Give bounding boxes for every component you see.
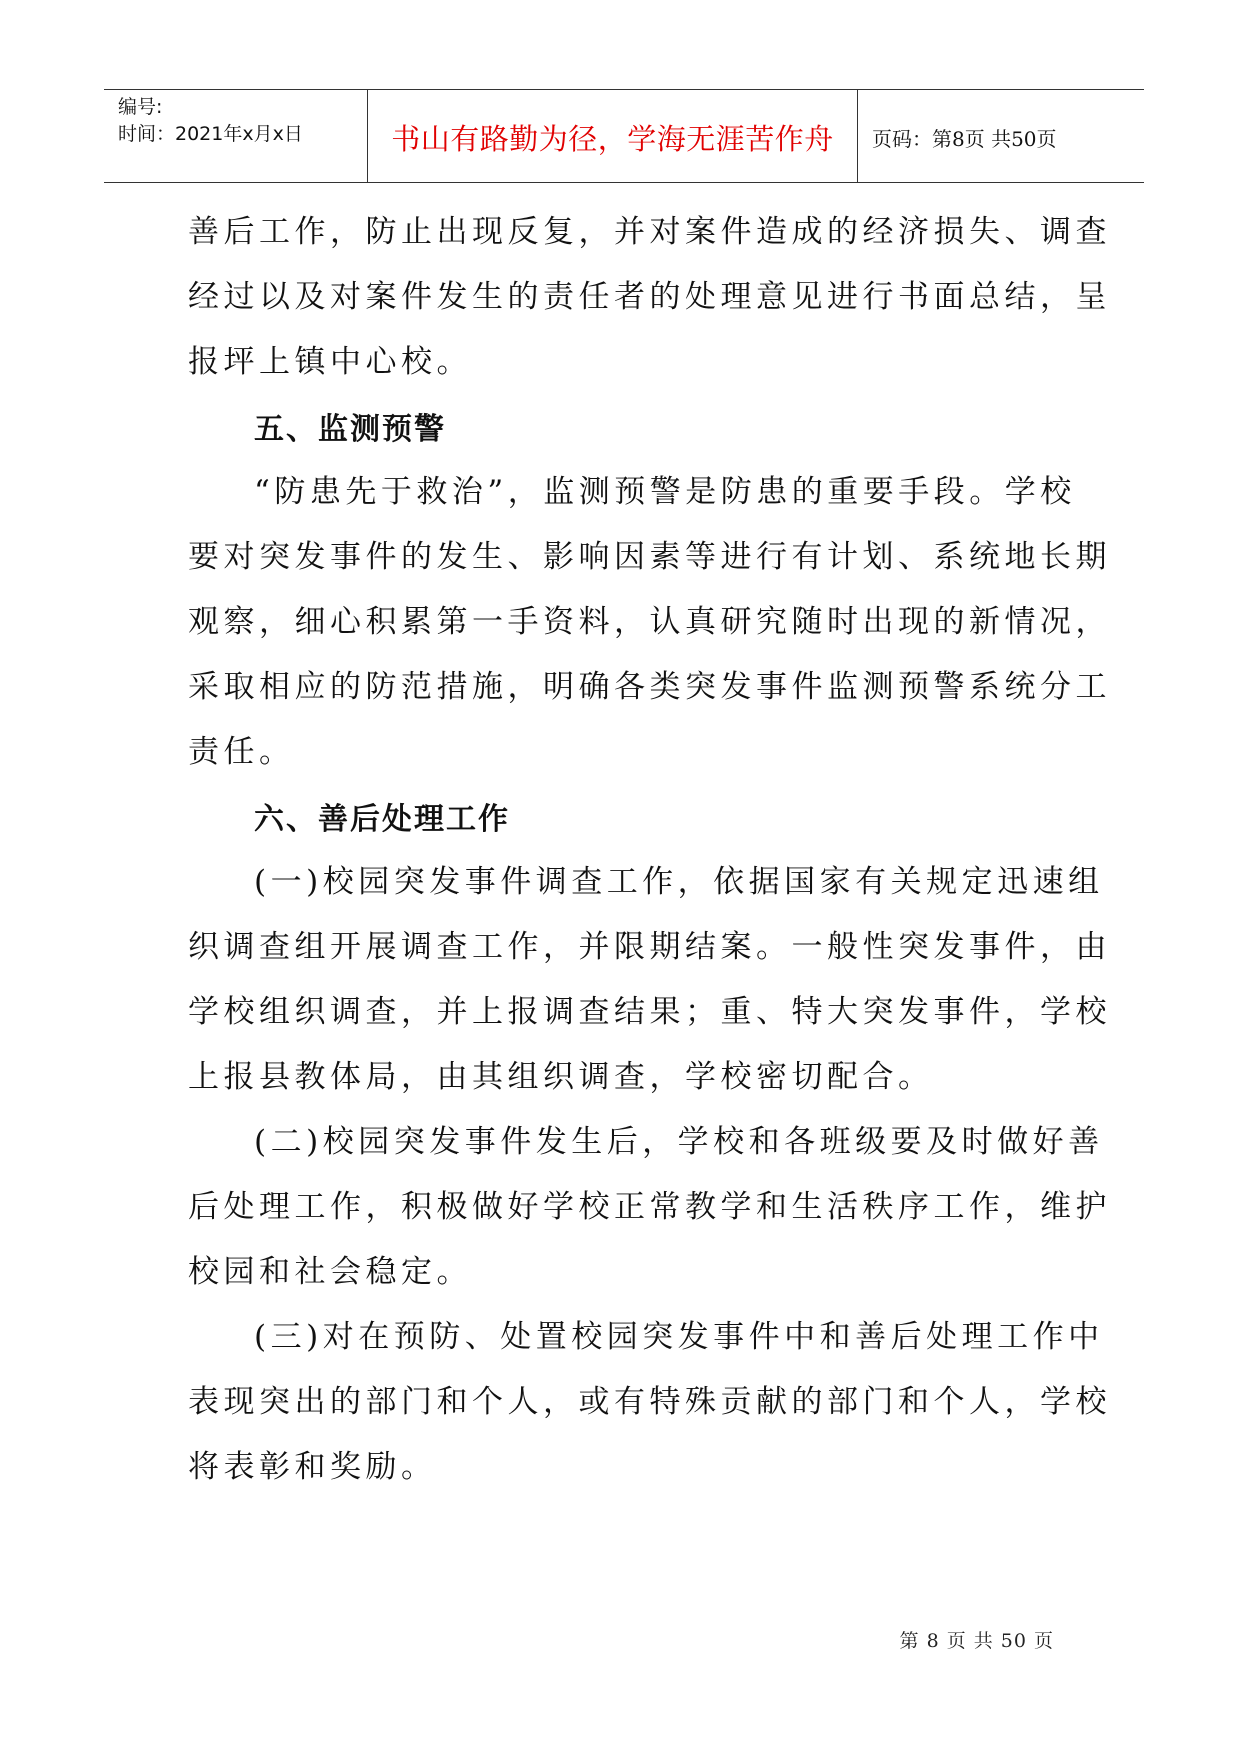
paragraph-line: 校园和社会稳定。 bbox=[188, 1254, 472, 1290]
paragraph-line: 观察，细心积累第一手资料，认真研究随时出现的新情况， bbox=[188, 604, 1111, 640]
page-footer: 第 8 页 共 50 页 bbox=[899, 1630, 1054, 1652]
paragraph-line: 责任。 bbox=[188, 734, 295, 770]
paragraph-line: (一)校园突发事件调查工作，依据国家有关规定迅速组 bbox=[254, 864, 1104, 900]
paragraph-line: 采取相应的防范措施，明确各类突发事件监测预警系统分工 bbox=[188, 669, 1111, 705]
header-page-label: 页码：第8页 共50页 bbox=[872, 126, 1057, 151]
paragraph-line: 善后工作，防止出现反复，并对案件造成的经济损失、调查 bbox=[188, 214, 1111, 250]
header-meta bbox=[104, 90, 368, 182]
paragraph-line: 报坪上镇中心校。 bbox=[188, 344, 472, 380]
paragraph-line: “防患先于救治”，监测预警是防患的重要手段。学校 bbox=[254, 474, 1076, 510]
section-heading-monitoring: 五、监测预警 bbox=[254, 412, 446, 447]
paragraph-line: 学校组织调查，并上报调查结果；重、特大突发事件，学校 bbox=[188, 994, 1111, 1030]
date-label: 时间：2021年x月x日 bbox=[118, 123, 303, 145]
header-motto: 书山有路勤为径，学海无涯苦作舟 bbox=[368, 90, 858, 182]
page-header bbox=[104, 89, 1144, 183]
section-heading-aftermath: 六、善后处理工作 bbox=[254, 802, 510, 837]
document-body bbox=[188, 200, 1111, 1500]
serial-label: 编号: bbox=[118, 96, 163, 118]
paragraph-line: (二)校园突发事件发生后，学校和各班级要及时做好善 bbox=[254, 1124, 1104, 1160]
paragraph-line: 将表彰和奖励。 bbox=[188, 1449, 437, 1485]
paragraph-line: 要对突发事件的发生、影响因素等进行有计划、系统地长期 bbox=[188, 539, 1111, 575]
paragraph-line: 织调查组开展调查工作，并限期结案。一般性突发事件，由 bbox=[188, 929, 1111, 965]
paragraph-line: 上报县教体局，由其组织调查，学校密切配合。 bbox=[188, 1059, 934, 1095]
paragraph-line: 表现突出的部门和个人，或有特殊贡献的部门和个人，学校 bbox=[188, 1384, 1111, 1420]
paragraph-line: 后处理工作，积极做好学校正常教学和生活秩序工作，维护 bbox=[188, 1189, 1111, 1225]
paragraph-line: 经过以及对案件发生的责任者的处理意见进行书面总结，呈 bbox=[188, 279, 1111, 315]
paragraph-line: (三)对在预防、处置校园突发事件中和善后处理工作中 bbox=[254, 1319, 1104, 1355]
